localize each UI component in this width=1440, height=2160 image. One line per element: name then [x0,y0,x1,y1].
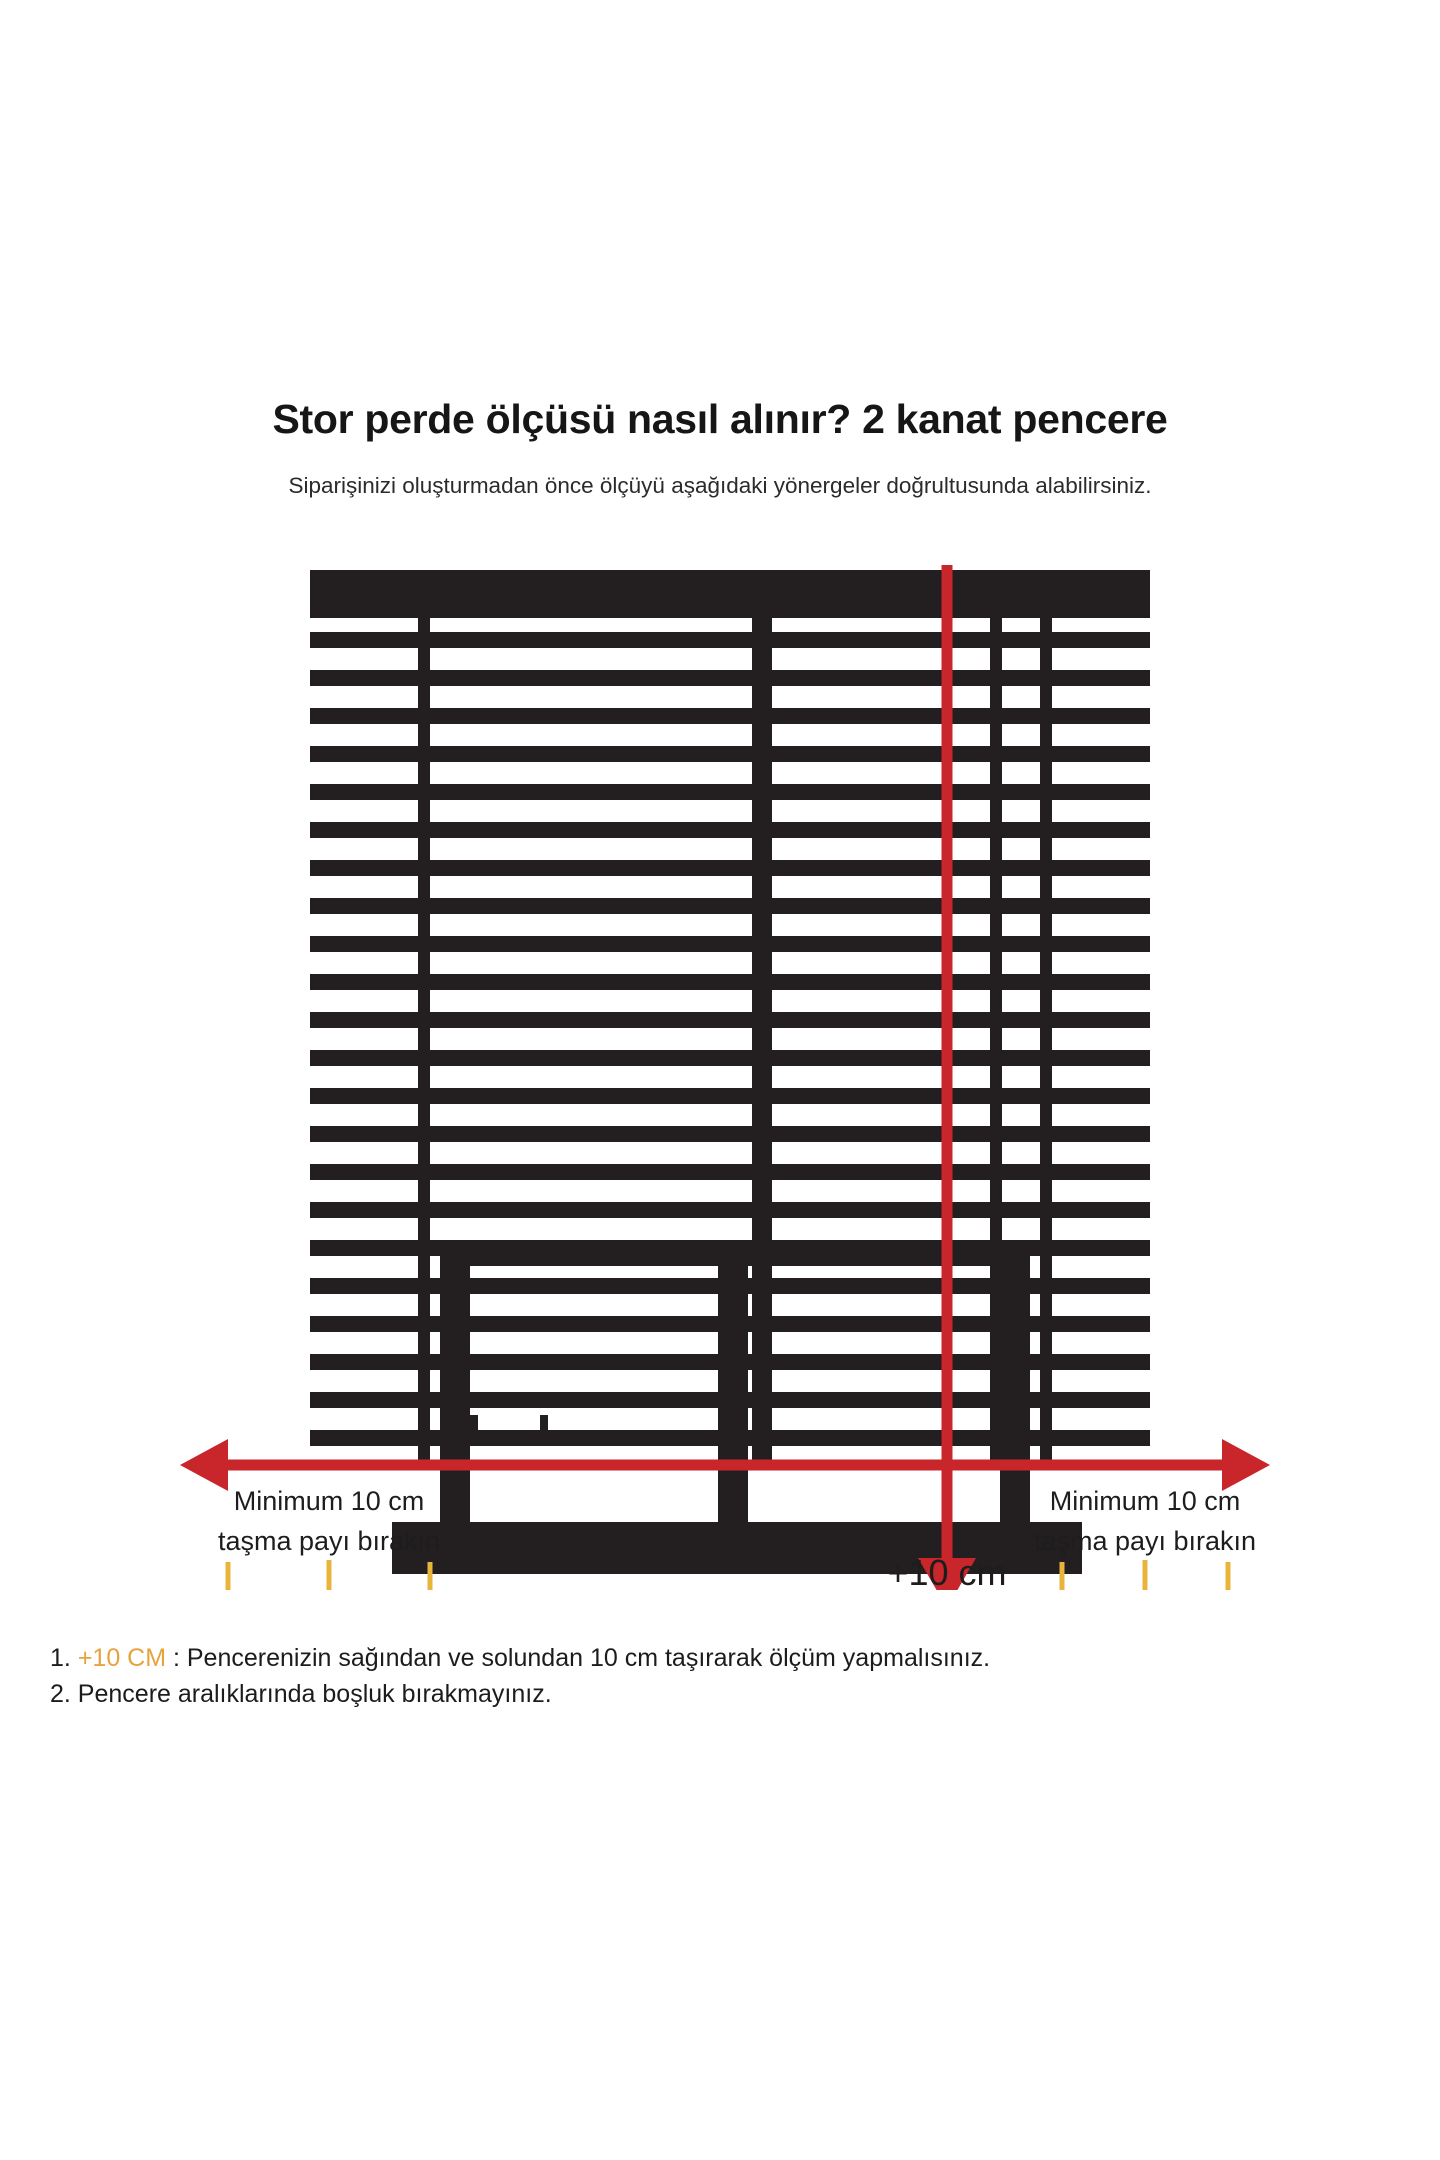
note-item-2 [50,1676,1410,1712]
note-1-highlight: +10 CM [77,1644,167,1672]
page-title: Stor perde ölçüsü nasıl alınır? 2 kanat pencere [272,396,1168,442]
note-2-index: 2. [50,1680,71,1709]
blind-headrail [310,570,1150,618]
measurement-diagram [0,560,1440,1590]
diagram-svg [0,560,1440,1590]
blind-slats [310,632,1150,1446]
notes-list [50,1640,1410,1713]
note-1-text: : Pencerenizin sağından ve solundan 10 cm taşırarak ölçüm yapmalısınız. [166,1644,991,1672]
page-subtitle: Siparişinizi oluşturmadan önce ölçüyü aşağıdaki yönergeler doğrultusunda alabilirsiniz. [288,473,1152,499]
bottom-drop-label: +10 cm [887,1552,1007,1590]
note-1-index: 1. [50,1644,71,1672]
note-item-1 [50,1640,1410,1676]
header [0,395,1440,499]
left-overflow-label-line2: taşma payı bırakın [217,1526,441,1556]
left-overflow-label-line1: Minimum 10 cm [233,1486,425,1516]
right-overflow-label-line2: taşma payı bırakın [1033,1526,1257,1556]
note-2-text: Pencere aralıklarında boşluk bırakmayınız. [70,1680,552,1709]
right-overflow-label-line1: Minimum 10 cm [1049,1486,1241,1516]
